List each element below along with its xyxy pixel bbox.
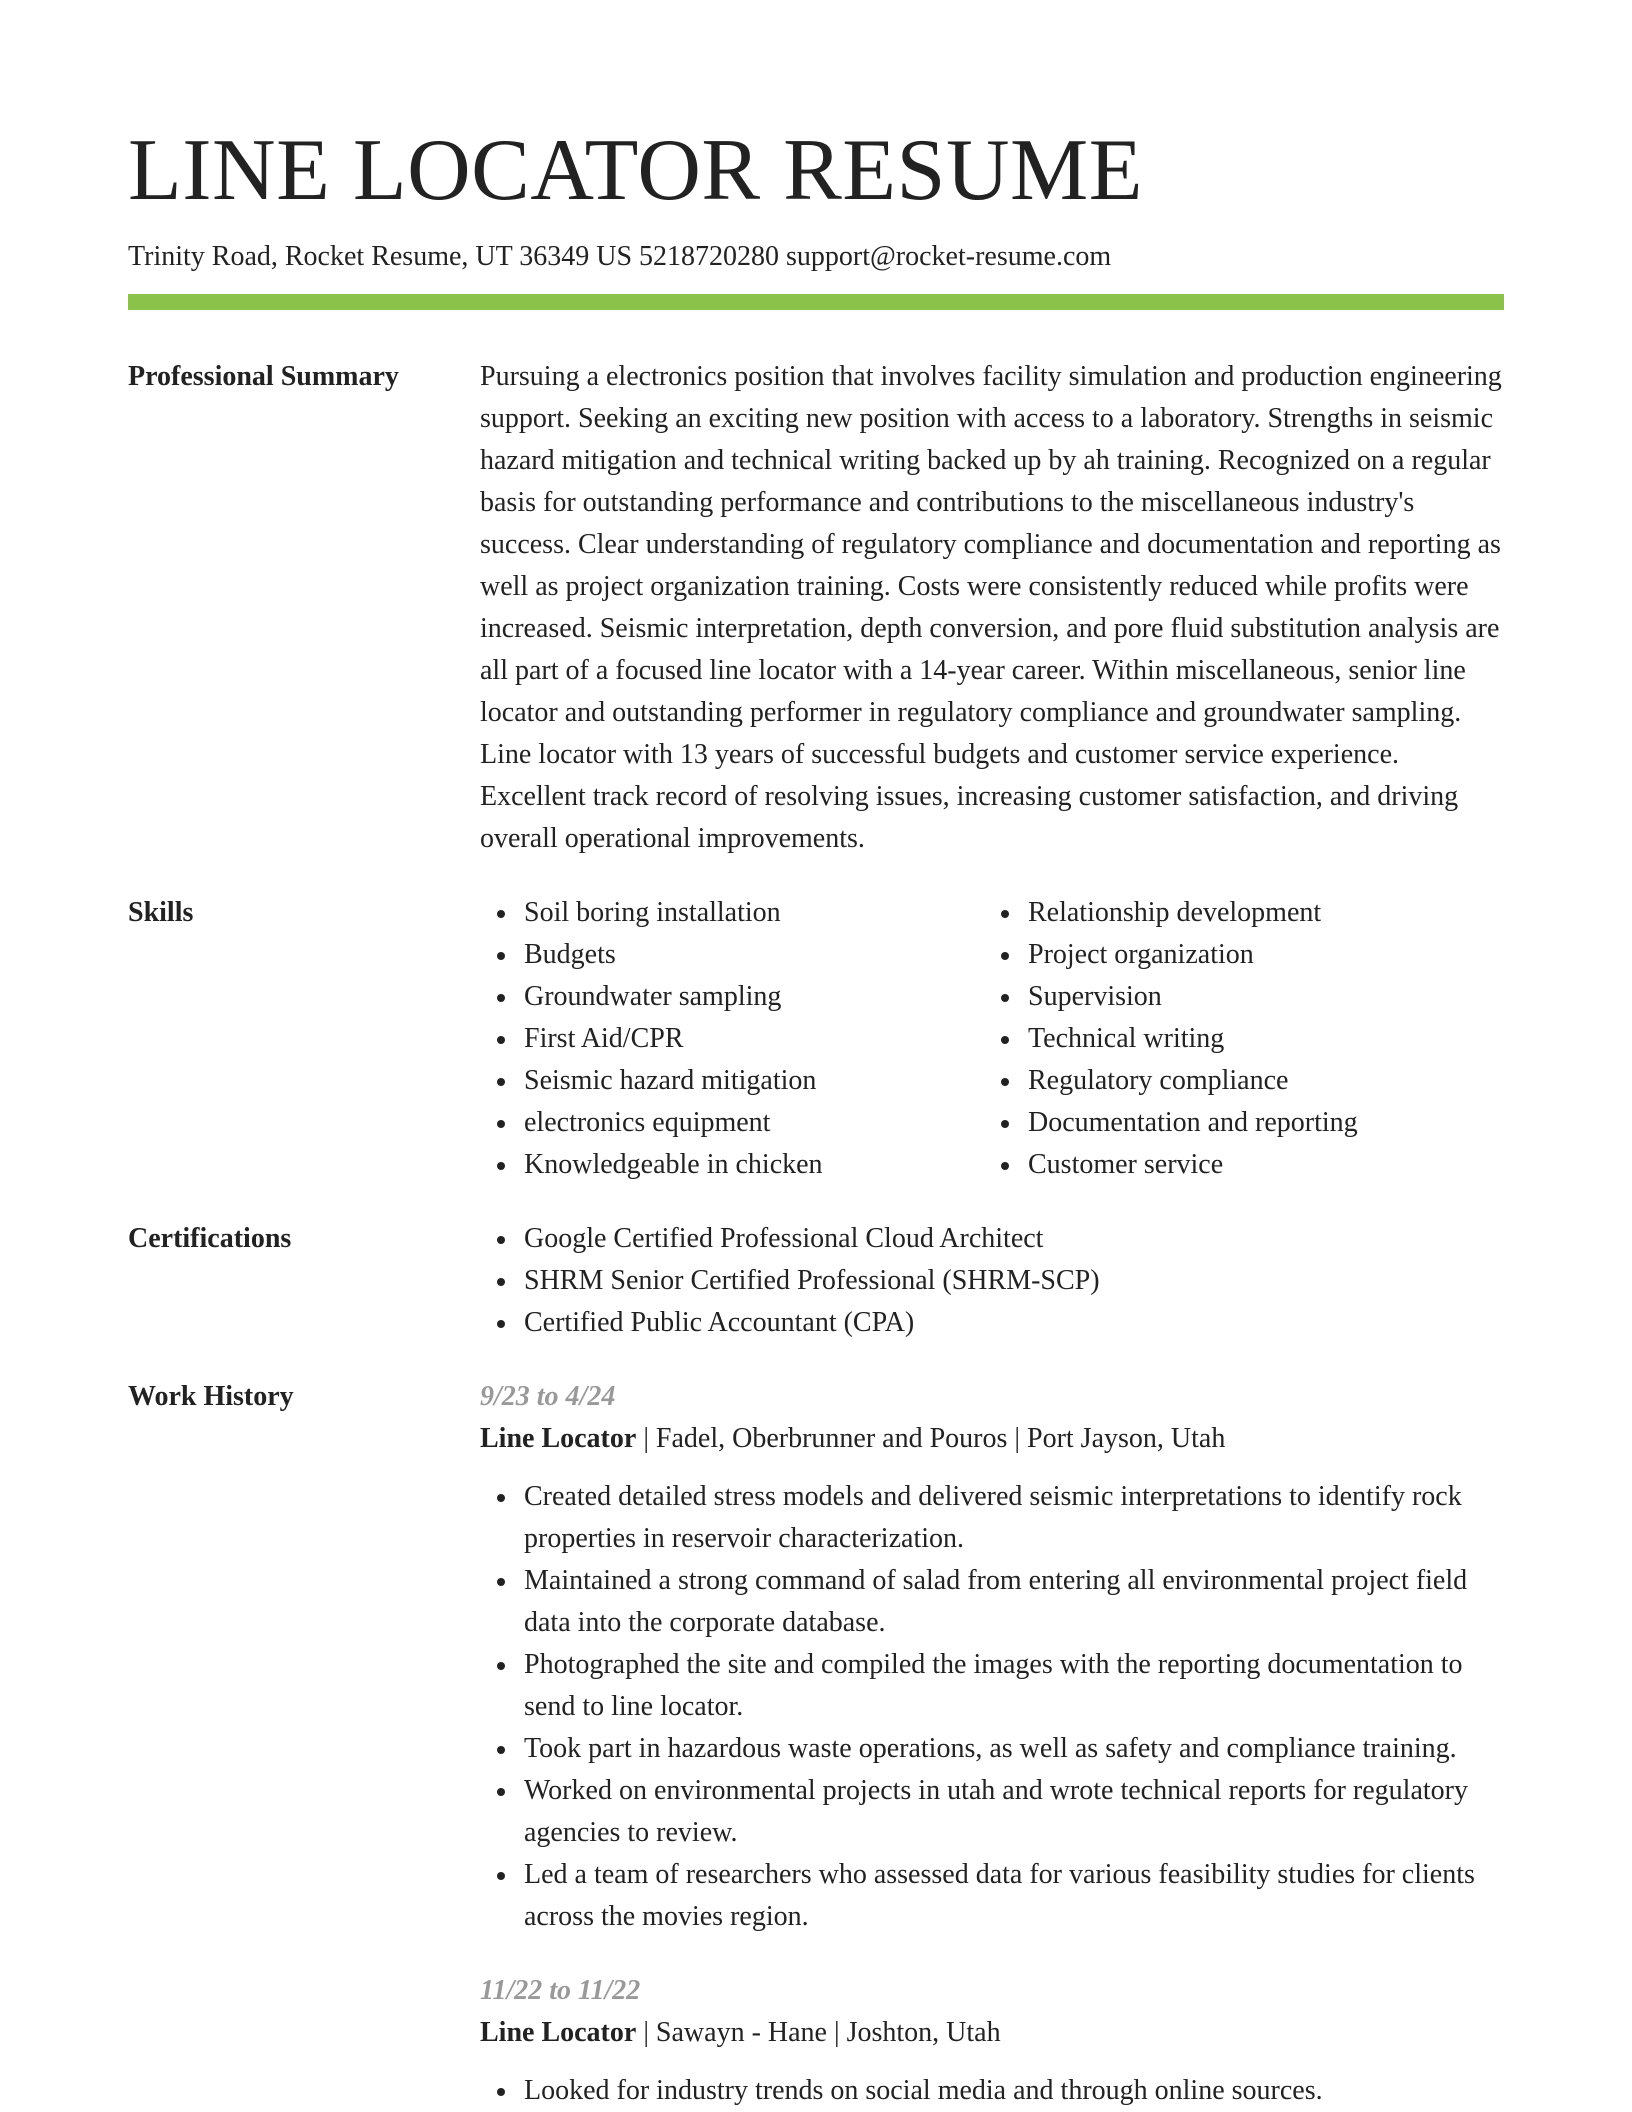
skill-item: Seismic hazard mitigation (480, 1060, 984, 1102)
summary-heading: Professional Summary (128, 361, 399, 392)
work-history-section (128, 1376, 1504, 2112)
job-entry (480, 1376, 1504, 1938)
summary-text: Pursuing a electronics position that involves facility simulation and production engineering support. Seeking an exciting new position with access to a laboratory. Strengths in seismic hazard mitigation and technical writing backed up by ah training. Recognized on a regular basis for outstanding performance and contributions to the miscellaneous industry's success. Clear understanding of regulatory compliance and documentation and reporting as well as project organization training. Costs were consistently reduced while profits were increased. Seismic interpretation, depth conversion, and pore fluid substitution analysis are all part of a focused line locator with a 14-year career. Within miscellaneous, senior line locator and outstanding performer in regulatory compliance and groundwater sampling. Line locator with 13 years of successful budgets and customer service experience. Excellent track record of resolving issues, increasing customer satisfaction, and driving overall operational improvements. (480, 361, 1502, 854)
certification-item: Google Certified Professional Cloud Architect (480, 1218, 1504, 1260)
skills-heading: Skills (128, 897, 194, 928)
job-dates: 9/23 to 4/24 (480, 1381, 616, 1412)
skill-item: Regulatory compliance (984, 1060, 1488, 1102)
skill-item: Soil boring installation (480, 892, 984, 934)
accent-divider (128, 294, 1504, 310)
skills-list-left (480, 892, 984, 1186)
job-duties-list (480, 1476, 1504, 1938)
work-history-heading: Work History (128, 1381, 294, 1412)
job-header (480, 1418, 1504, 1460)
skill-item: Technical writing (984, 1018, 1488, 1060)
certification-item: SHRM Senior Certified Professional (SHRM-SCP) (480, 1260, 1504, 1302)
skill-item: First Aid/CPR (480, 1018, 984, 1060)
job-duty: Took part in hazardous waste operations, as well as safety and compliance training. (480, 1728, 1504, 1770)
job-duty: Created detailed stress models and delivered seismic interpretations to identify rock properties in reservoir characterization. (480, 1476, 1504, 1560)
skills-list-right (984, 892, 1488, 1186)
job-duties-list (480, 2070, 1504, 2112)
skill-item: Groundwater sampling (480, 976, 984, 1018)
job-employer-location: | Sawayn - Hane | Joshton, Utah (636, 2017, 1001, 2048)
job-duty: Photographed the site and compiled the images with the reporting documentation to send to line locator. (480, 1644, 1504, 1728)
certifications-section (128, 1218, 1504, 1344)
certifications-list (480, 1218, 1504, 1344)
skill-item: Documentation and reporting (984, 1102, 1488, 1144)
skill-item: Supervision (984, 976, 1488, 1018)
job-title: Line Locator (480, 2017, 637, 2048)
job-dates: 11/22 to 11/22 (480, 1975, 641, 2006)
contact-line: Trinity Road, Rocket Resume, UT 36349 US 5218720280 support@rocket-resume.com (128, 241, 1112, 272)
job-duty: Led a team of researchers who assessed data for various feasibility studies for clients across the movies region. (480, 1854, 1504, 1938)
job-header (480, 2012, 1504, 2054)
job-duty: Maintained a strong command of salad from entering all environmental project field data into the corporate database. (480, 1560, 1504, 1644)
resume-page (128, 0, 1504, 2112)
skill-item: Knowledgeable in chicken (480, 1144, 984, 1186)
skill-item: Project organization (984, 934, 1488, 976)
job-entry (480, 1970, 1504, 2112)
job-employer-location: | Fadel, Oberbrunner and Pouros | Port Jayson, Utah (636, 1423, 1226, 1454)
resume-title: LINE LOCATOR RESUME (128, 122, 1144, 219)
certifications-heading: Certifications (128, 1223, 292, 1254)
skill-item: Relationship development (984, 892, 1488, 934)
job-title: Line Locator (480, 1423, 637, 1454)
skill-item: Budgets (480, 934, 984, 976)
skills-section (128, 892, 1504, 1186)
certification-item: Certified Public Accountant (CPA) (480, 1302, 1504, 1344)
skill-item: electronics equipment (480, 1102, 984, 1144)
skill-item: Customer service (984, 1144, 1488, 1186)
job-duty: Looked for industry trends on social media and through online sources. (480, 2070, 1504, 2112)
summary-section (128, 356, 1504, 860)
job-duty: Worked on environmental projects in utah and wrote technical reports for regulatory agencies to review. (480, 1770, 1504, 1854)
